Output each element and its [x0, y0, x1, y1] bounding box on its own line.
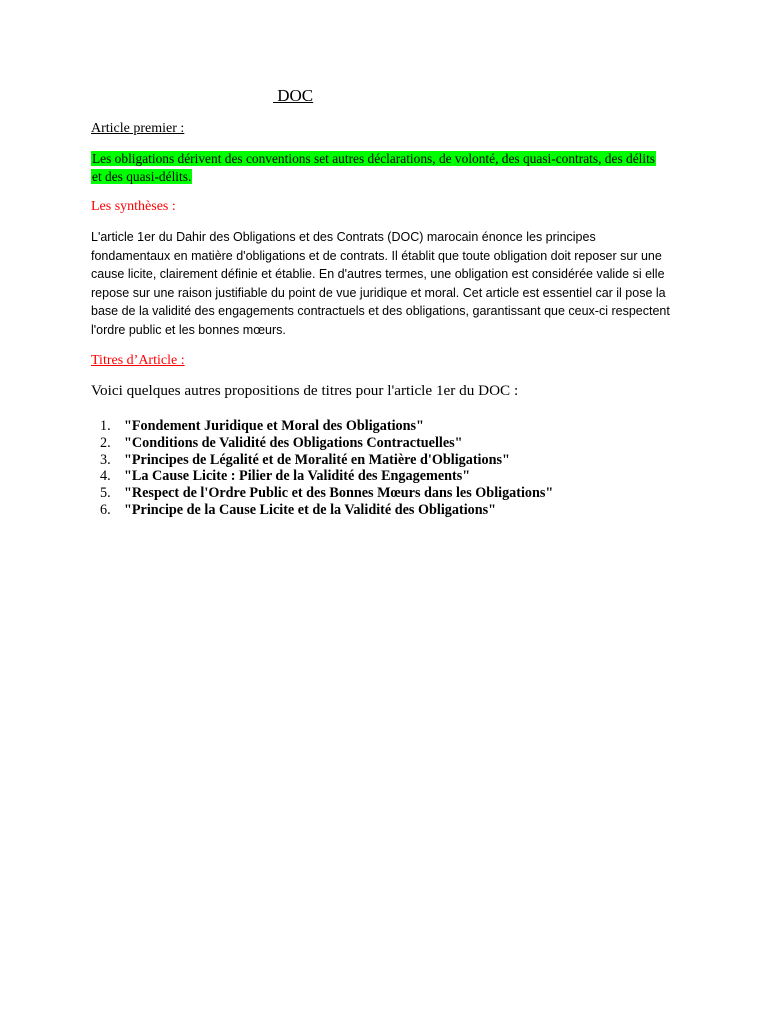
synthesis-heading: Les synthèses :	[91, 199, 176, 214]
list-number: 4.	[100, 468, 111, 485]
proposed-title-item	[100, 502, 553, 519]
document-title: DOC	[273, 86, 314, 105]
proposed-title-text: "Respect de l'Ordre Public et des Bonnes Mœurs dans les Obligations"	[124, 485, 554, 502]
proposed-title-text: "Conditions de Validité des Obligations Contractuelles"	[124, 434, 463, 451]
highlighted-article-text: Les obligations dérivent des conventions set autres déclarations, de volonté, des quasi-contrats, des délits et des quasi-délits.	[92, 151, 656, 184]
titles-introduction: Voici quelques autres propositions de titres pour l'article 1er du DOC :	[91, 382, 519, 399]
article-heading: Article premier :	[91, 121, 185, 136]
proposed-title-item	[100, 418, 553, 435]
proposed-title-item	[100, 485, 553, 502]
synthesis-paragraph: L'article 1er du Dahir des Obligations et des Contrats (DOC) marocain énonce les principes fondamentaux en matière d'obligations et de contrats. Il établit que toute obligation doit reposer sur une cause licite, clairement définie et établie. En d'autres termes, une obligation est considérée valide si elle repose sur une raison justifiable du point de vue juridique et moral. Cet article est essentiel car il pose la base de la validité des engagements contractuels et des obligations, garantissant que ceux-ci respectent l'ordre public et les bonnes mœurs.	[91, 230, 670, 337]
titles-heading: Titres d’Article :	[91, 353, 185, 368]
proposed-title-item	[100, 452, 553, 469]
list-number: 6.	[100, 501, 111, 518]
proposed-title-text: "Principes de Légalité et de Moralité en Matière d'Obligations"	[124, 451, 510, 468]
proposed-title-text: "Principe de la Cause Licite et de la Validité des Obligations"	[124, 501, 497, 518]
proposed-title-item	[100, 468, 553, 485]
list-number: 5.	[100, 485, 111, 502]
article-premier-text	[91, 150, 666, 186]
list-number: 3.	[100, 451, 111, 468]
proposed-title-text: "La Cause Licite : Pilier de la Validité des Engagements"	[124, 468, 471, 485]
proposed-titles-list	[100, 418, 553, 519]
proposed-title-text: "Fondement Juridique et Moral des Obligations"	[124, 418, 424, 434]
list-number: 2.	[100, 434, 111, 451]
proposed-title-item	[100, 435, 553, 452]
list-number: 1.	[100, 418, 111, 434]
